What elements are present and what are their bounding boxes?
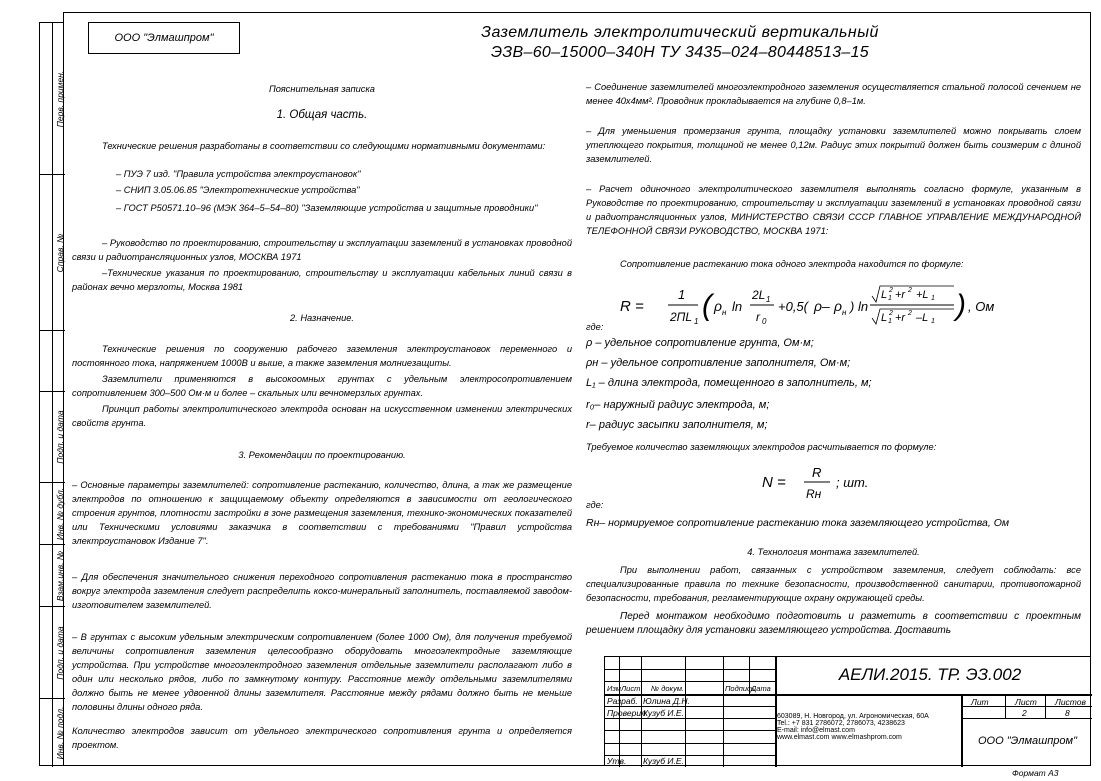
- svg-text:1: 1: [888, 318, 892, 325]
- svg-text:1: 1: [678, 287, 686, 302]
- svg-text:0: 0: [762, 317, 767, 326]
- formula-r-svg: [618, 282, 1058, 330]
- gde-1: где:: [586, 322, 604, 332]
- svg-text:ρ: ρ: [834, 298, 843, 314]
- svg-text:L: L: [881, 312, 888, 324]
- s1-item: –Технические указания по проектированию, строительству и эксплуатации кабельных линий связи в районах вечно мерзлоты, Москва 1981: [72, 268, 572, 292]
- svg-text:): ): [956, 289, 966, 322]
- svg-text:н: н: [842, 308, 847, 317]
- def-item: r– радиус засыпки заполнителя, м;: [586, 419, 768, 431]
- svg-text:(: (: [702, 289, 712, 322]
- s1-item: – СНИП 3.05.06.85 "Электротехнические устройства": [116, 185, 360, 195]
- svg-text:+r: +r: [895, 289, 906, 301]
- header-title-line2: ЭЗВ–60–15000–340Н ТУ 3435–024–80448513–15: [491, 44, 869, 61]
- svg-text:+0,5(: +0,5(: [778, 299, 808, 314]
- formula-r: [618, 282, 1058, 330]
- r-p3: – Расчет одиночного электролитического заземлителя выполнять согласно формуле, указанным в Руководстве по проектированию, строительству и эксплуатации заземлений в установках проводной связи и радиотрансляционных узлов, МИНИСТЕРСТВО СВЯЗИ СССР ГЛАВНОЕ УПРАВЛЕНИЕ МЕЖДУНАРОДНОЙ ТЕЛЕФОННОЙ СВЯЗИ РУКОВОДСТВО, МОСКВА 1971:: [586, 184, 1081, 236]
- note-title: Пояснительная записка: [269, 84, 375, 94]
- svg-text:2ПL: 2ПL: [670, 310, 693, 324]
- svg-text:+L: +L: [916, 289, 929, 301]
- stamp-prover-name: Кузуб И.Е.: [643, 708, 684, 718]
- header-company: ООО "Элмашпром": [114, 32, 214, 44]
- header-title-line1: Заземлитель электролитический вертикальный: [481, 24, 879, 41]
- stamp-hdr-data: Дата: [751, 684, 771, 693]
- def-item: ρ – удельное сопротивление грунта, Ом·м;: [586, 337, 814, 349]
- side-label-vzam-inv: Взам.инв. №: [55, 550, 65, 601]
- s1-title: 1. Общая часть.: [276, 109, 368, 121]
- formula-n-lhs: N =: [762, 474, 786, 491]
- rn-def: Rн– нормируемое сопротивление растеканию тока заземляющего устройства, Ом: [586, 517, 1010, 529]
- formula-n: [760, 462, 920, 504]
- svg-text:2: 2: [908, 287, 912, 294]
- stamp-hdr-podpis: Подпись: [725, 684, 755, 693]
- def-item: L₁ – длина электрода, помещенного в заполнитель, м;: [586, 377, 872, 389]
- count-intro: Требуемое количество заземляющих электродов расчитывается по формуле:: [586, 442, 937, 452]
- svg-text:+r: +r: [895, 312, 906, 324]
- stamp-lit-label: Лит: [971, 697, 989, 707]
- svg-text:1: 1: [931, 318, 935, 325]
- stamp-prover-label: Проверил: [607, 708, 646, 718]
- side-label-inv-podl: Инв. № подл.: [55, 706, 65, 760]
- svg-text:ln: ln: [858, 299, 869, 314]
- svg-text:r: r: [756, 310, 760, 324]
- stamp-utv-name: Кузуб И.Е.: [643, 756, 684, 766]
- stamp-company: ООО "Элмашпром": [978, 735, 1077, 747]
- svg-text:1: 1: [888, 295, 892, 302]
- s3-p3: – В грунтах с высоким удельным электрическим сопротивлением (более 1000 Ом), для получения требуемой величины сопротивления заземления целесообразно оборудовать многоэлектродные заземляющие устройства. При устройстве многоэлектродного заземления отдельные заземлители располагают либо в один или несколько рядов, либо по замкнутому контуру. Расстояние между отдельными заземлителями должно быть не менее удвоенной длины заземлителя. Расстояние между рядами должно быть не меньше половины длины одного ряда.: [72, 632, 572, 712]
- def-item: ρн – удельное сопротивление заполнителя, Ом·м;: [586, 357, 851, 369]
- formula-intro: Сопротивление растеканию тока одного электрода находится по формуле:: [620, 259, 964, 269]
- stamp-doc-code: АЕЛИ.2015. ТР. ЭЗ.002: [838, 665, 1022, 684]
- side-label-podp-data-1: Подп. и дата: [55, 410, 65, 464]
- s1-item: – Руководство по проектированию, строительству и эксплуатации заземлений в установках проводной связи и радиотрансляционных узлов, МОСКВА 1971: [72, 238, 572, 262]
- stamp-hdr-docnum: № докум.: [651, 684, 685, 693]
- svg-text:ρ: ρ: [714, 298, 723, 314]
- stamp-utv-label: Утв.: [607, 756, 627, 766]
- s2-p3: Принцип работы электролитического электрода основан на искусственном изменении электрических свойств грунта.: [72, 404, 572, 428]
- svg-text:1: 1: [931, 295, 935, 302]
- s1-intro: Технические решения разработаны в соответствии со следующими нормативными документами:: [102, 141, 546, 151]
- svg-text:ln: ln: [732, 299, 743, 314]
- s3-p4: Количество электродов зависит от удельного электрического сопротивления грунта и определяется проектом.: [72, 726, 572, 750]
- svg-text:н: н: [722, 308, 727, 317]
- stamp-razrab-name: Юлина Д.Н.: [643, 696, 690, 706]
- s4-title: 4. Технология монтажа заземлителей.: [747, 547, 920, 557]
- top-left-tick: [120, 12, 520, 13]
- s2-title: 2. Назначение.: [289, 313, 355, 323]
- s4-p1: При выполнении работ, связанных с устройством заземления, следует соблюдать: все специализированные правила по технике безопасности, производственной санитарии, противопожарной безопасности, требования, регламентирующие охрану окружающей среды.: [586, 565, 1081, 603]
- s3-p1: – Основные параметры заземлителей: сопротивление растеканию, количество, длина, а так же размещение электродов по отношению к защищаемому объекту определяются в зависимости от геологического строения грунтов, плотности застройки в зоне размещения заземления, технико-экономических показателей или Техническими условиями заказчика в соответствии с требованиями "Правил устройства электроустановок Издание 7".: [72, 480, 572, 546]
- stamp-hdr-izm: Изм: [607, 684, 621, 693]
- svg-text:1: 1: [766, 295, 771, 304]
- gde-2: где:: [586, 500, 604, 510]
- svg-text:2: 2: [908, 310, 912, 317]
- svg-text:2L: 2L: [752, 288, 766, 302]
- side-label-sprav-no: Справ. №: [55, 233, 65, 272]
- stamp-sheets-label: Листов: [1055, 697, 1086, 707]
- svg-text:–L: –L: [916, 312, 929, 324]
- formula-r-unit: , Ом: [968, 299, 995, 314]
- svg-text:1: 1: [694, 317, 699, 326]
- s1-item: – ПУЭ 7 изд. "Правила устройства электроустановок": [116, 169, 361, 179]
- svg-text:2: 2: [889, 287, 893, 294]
- svg-text:L: L: [881, 289, 888, 301]
- stamp-hdr-list: Лист: [621, 684, 641, 693]
- format-label: Формат А3: [1012, 768, 1059, 778]
- svg-text:2: 2: [889, 310, 893, 317]
- side-label-perv-primen: Перв. примен.: [55, 70, 65, 127]
- stamp-sheets-value: 8: [1065, 708, 1070, 718]
- s3-title: 3. Рекомендации по проектированию.: [238, 450, 406, 460]
- formula-r-lhs: R =: [620, 298, 644, 315]
- formula-n-den: Rн: [806, 487, 822, 501]
- stamp-razrab-label: Разраб.: [607, 696, 638, 706]
- stamp-address: 603089, Н. Новгород, ул. Агрономическая, 60А: [777, 713, 929, 720]
- stamp-sheet-label: Лист: [1015, 697, 1037, 707]
- stamp-sheet-value: 2: [1022, 708, 1027, 718]
- s4-p2: Перед монтажом необходимо подготовить и разметить в соответствии с проектным решением площадку для установки заземляющего устройства. Доставить: [586, 611, 1081, 636]
- side-strip: [39, 22, 64, 766]
- side-label-podp-data-2: Подп. и дата: [55, 625, 65, 680]
- def-item: r₀– наружный радиус электрода, м;: [586, 399, 770, 411]
- s1-item: – ГОСТ Р50571.10–96 (МЭК 364–5–54–80) "Заземляющие устройства и защитные проводники": [116, 203, 538, 213]
- stamp-address: Tel.: +7 831 2786072, 2786073, 4238623: [777, 720, 905, 727]
- stamp-address: E-mail: info@elmast.com: [777, 727, 855, 734]
- r-p1: – Соединение заземлителей многоэлектродного заземления осуществляется стальной полосой сечением не менее 40х4мм². Проводник прокладывается на глубине 0,8–1м.: [586, 82, 1081, 106]
- side-label-inv-dubl: Инв. № дубл.: [55, 487, 65, 540]
- stamp-address: www.elmast.com www.elmashprom.com: [777, 734, 902, 741]
- s3-p2: – Для обеспечения значительного снижения переходного сопротивления растеканию тока в пространство вокруг электрода заземления следует распределить коксо-минеральный заполнитель, поставляемой заводом-изготовителем заземлителей.: [72, 572, 572, 610]
- formula-n-num: R: [812, 465, 822, 480]
- r-p2: – Для уменьшения промерзания грунта, площадку установки заземлителей можно покрывать слоем утеплющего покрытия, толщиной не менее 0,12м. Радиус этих покрытий должен быть соизмерим с длиной заземлителей.: [586, 126, 1081, 164]
- header-company-box: [88, 22, 240, 54]
- s2-p2: Заземлители применяются в высокоомных грунтах с удельным электросопротивлением сопротивлением 300–500 Ом·м и более – скальных или вечномерзлых грунтах.: [72, 374, 572, 398]
- formula-n-unit: ; шт.: [836, 475, 869, 490]
- svg-text:ρ–: ρ–: [814, 298, 830, 314]
- title-block: [604, 656, 1091, 766]
- s2-p1: Технические решения по сооружению рабочего заземления электроустановок переменного и постоянного тока, напряжением 1000В и выше, а также заземления молниезащиты.: [72, 344, 572, 368]
- svg-text:): ): [850, 299, 855, 314]
